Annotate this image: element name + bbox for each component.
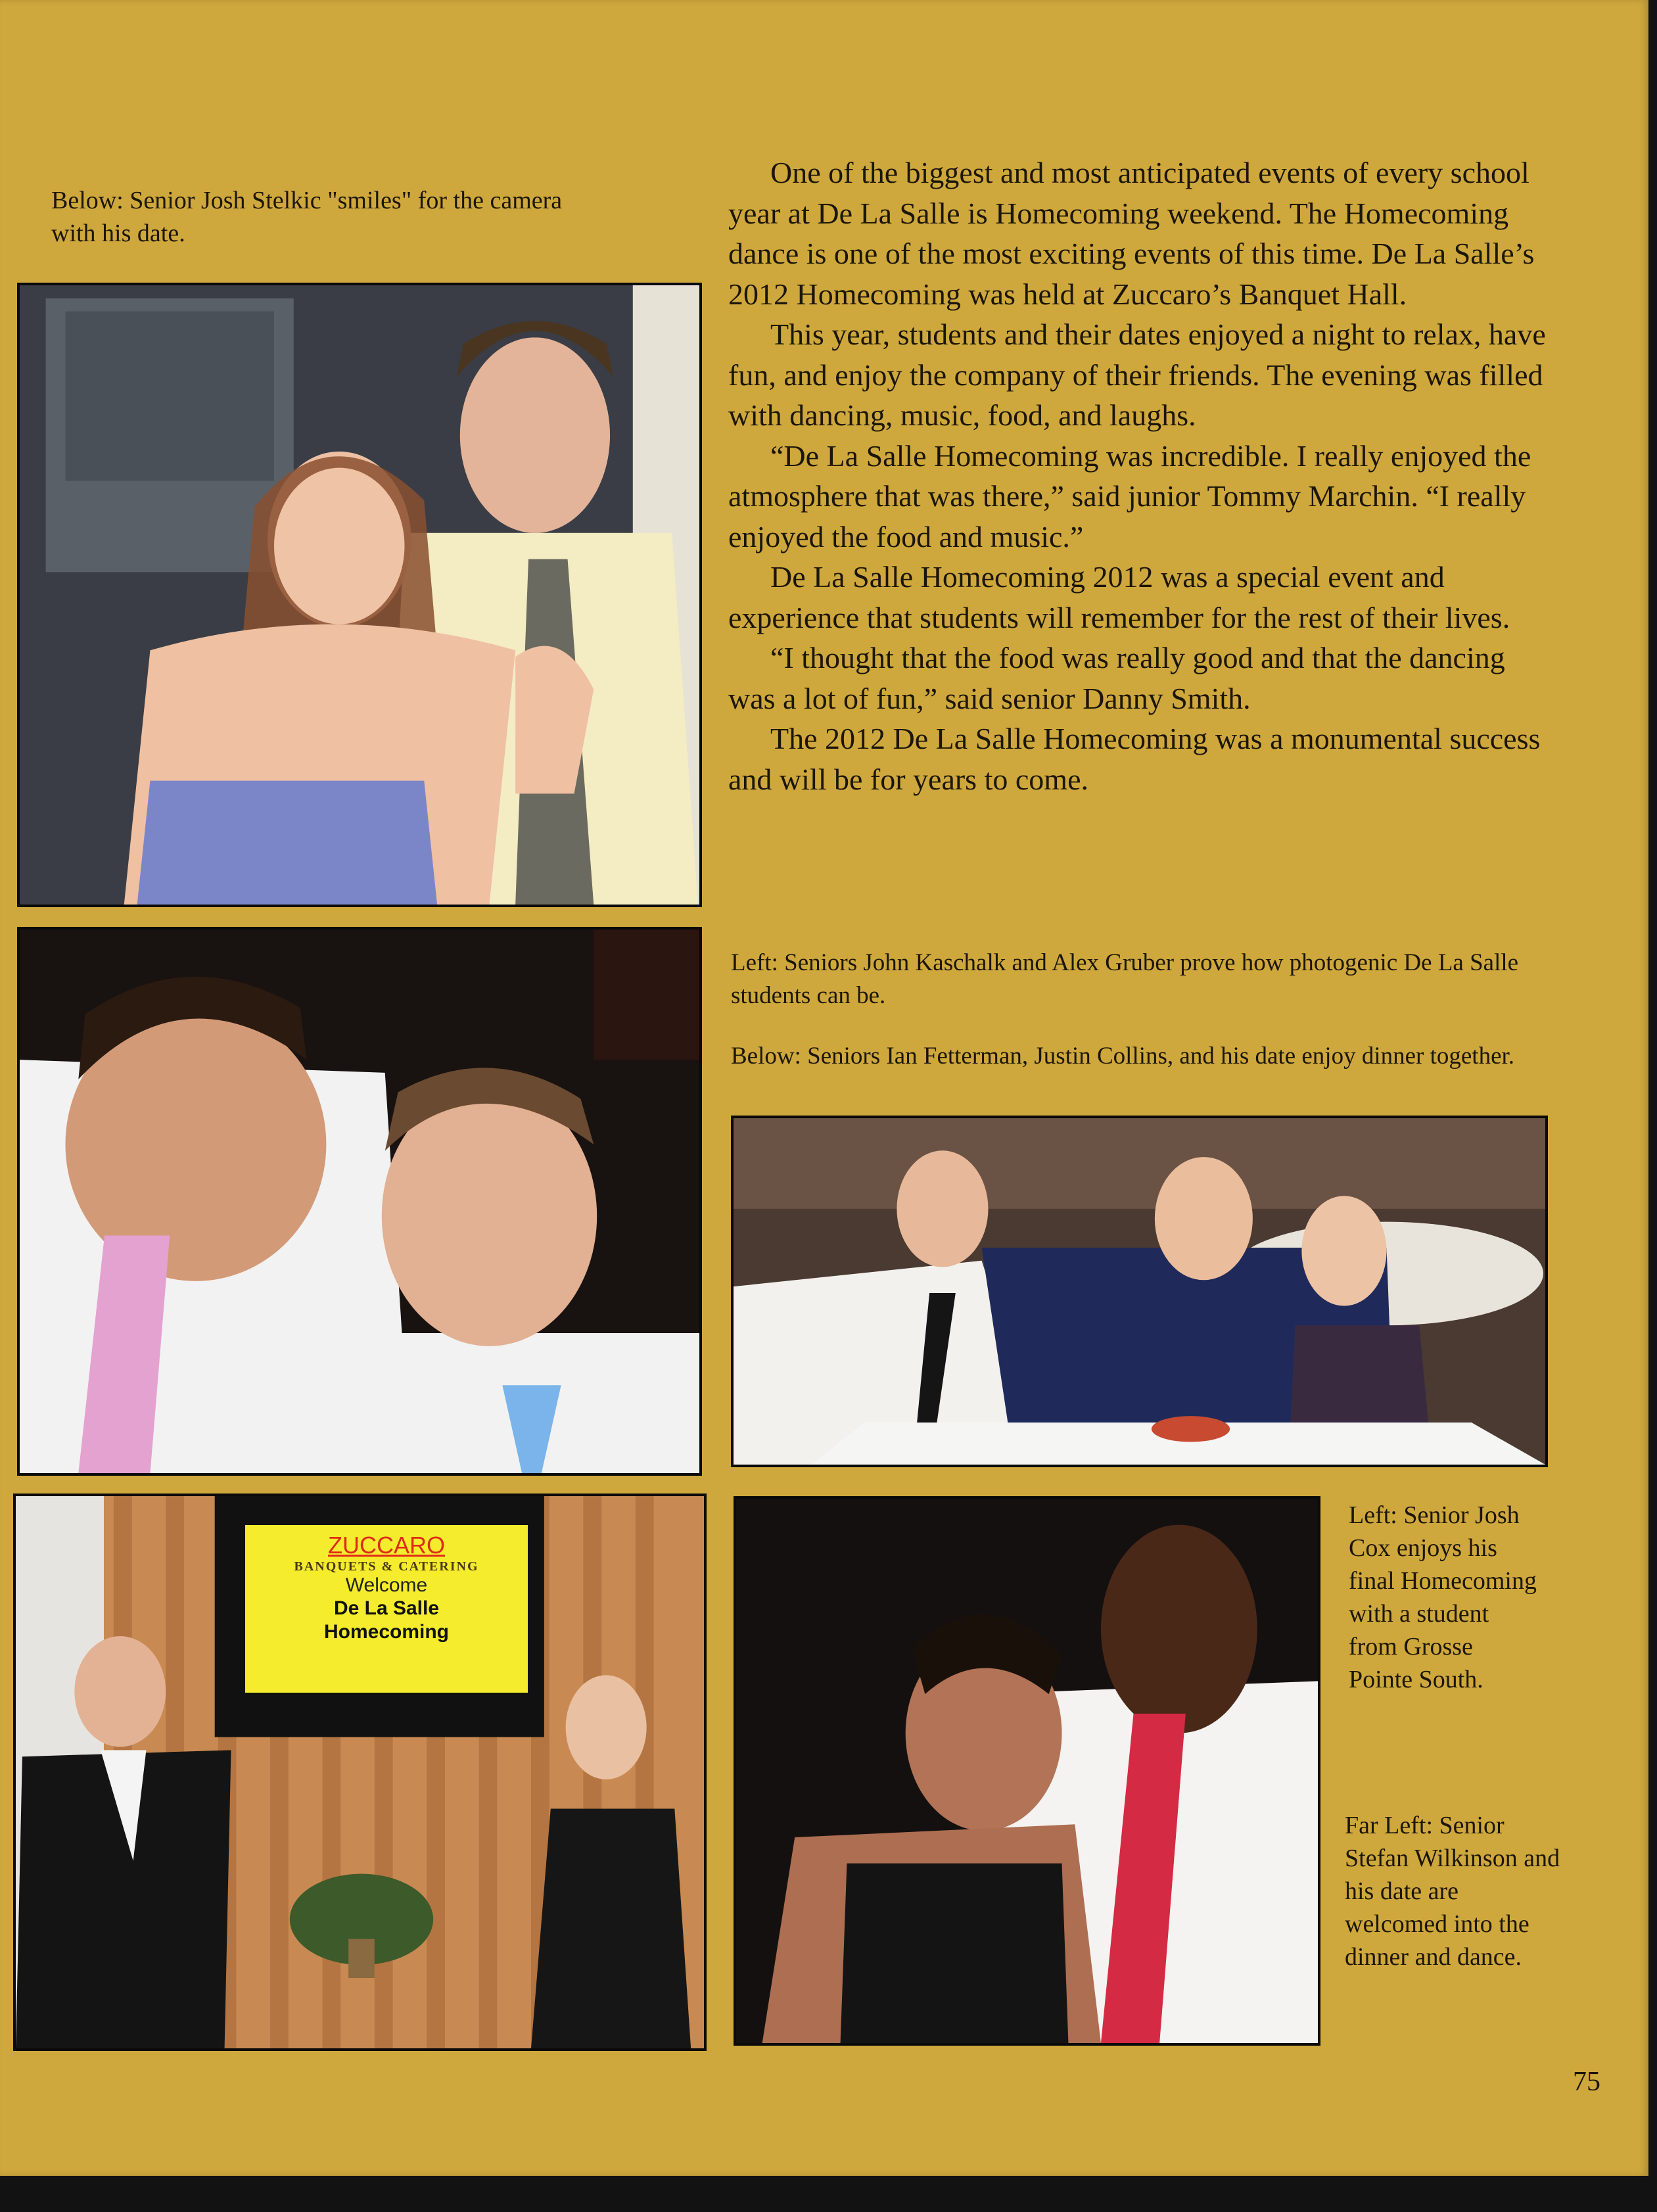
caption-stefan-wilkinson: Far Left: Senior Stefan Wilkinson and his date are welcomed into the dinner and dance. — [1345, 1812, 1560, 1971]
article-body — [728, 153, 1550, 799]
tv-line-1: De La Salle — [333, 1597, 440, 1619]
tv-brand-text: ZUCCARO — [328, 1532, 445, 1559]
caption-fetterman-collins: Below: Seniors Ian Fetterman, Justin Collins, and his date enjoy dinner together. — [731, 1043, 1515, 1070]
article-paragraph: “I thought that the food was really good and that the dancing was a lot of fun,” said senior Danny Smith. — [728, 641, 1505, 715]
tv-welcome-screen — [245, 1525, 528, 1693]
article-paragraph: De La Salle Homecoming 2012 was a special event and experience that students will remember for the rest of their lives. — [728, 560, 1510, 634]
tv-welcome-text: Welcome — [345, 1574, 428, 1596]
article-paragraph: One of the biggest and most anticipated events of every school year at De La Salle is Homecoming weekend. The Homecoming dance is one of the most exciting events of this time. De La Salle’s 2012 Homecoming was held at Zuccaro’s Banquet Hall. — [728, 156, 1535, 311]
article-paragraph: “De La Salle Homecoming was incredible. I really enjoyed the atmosphere that was there,” said junior Tommy Marchin. “I really enjoyed the food and music.” — [728, 438, 1531, 553]
page-number: 75 — [1573, 2067, 1600, 2097]
photo-photogenic-seniors — [17, 927, 702, 1476]
tv-line-2: Homecoming — [323, 1621, 450, 1643]
photo-couple-smiles — [17, 283, 702, 907]
caption-josh-cox: Left: Senior Josh Cox enjoys his final Homecoming with a student from Grosse Pointe South. — [1349, 1501, 1537, 1693]
article-paragraph: The 2012 De La Salle Homecoming was a monumental success and will be for years to come. — [728, 722, 1541, 796]
article-paragraph: This year, students and their dates enjoyed a night to relax, have fun, and enjoy the company of their friends. The evening was filled with dancing, music, food, and laughs. — [728, 318, 1546, 432]
photo-dinner-group — [731, 1116, 1548, 1467]
photo-josh-cox — [734, 1496, 1320, 2046]
caption-kaschalk-gruber: Left: Seniors John Kaschalk and Alex Gruber prove how photogenic De La Salle students can be. — [731, 949, 1519, 1009]
tv-subtitle-text: BANQUETS & CATERING — [294, 1559, 479, 1574]
caption-josh-stelkic: Below: Senior Josh Stelkic "smiles" for the camera with his date. — [51, 187, 563, 247]
